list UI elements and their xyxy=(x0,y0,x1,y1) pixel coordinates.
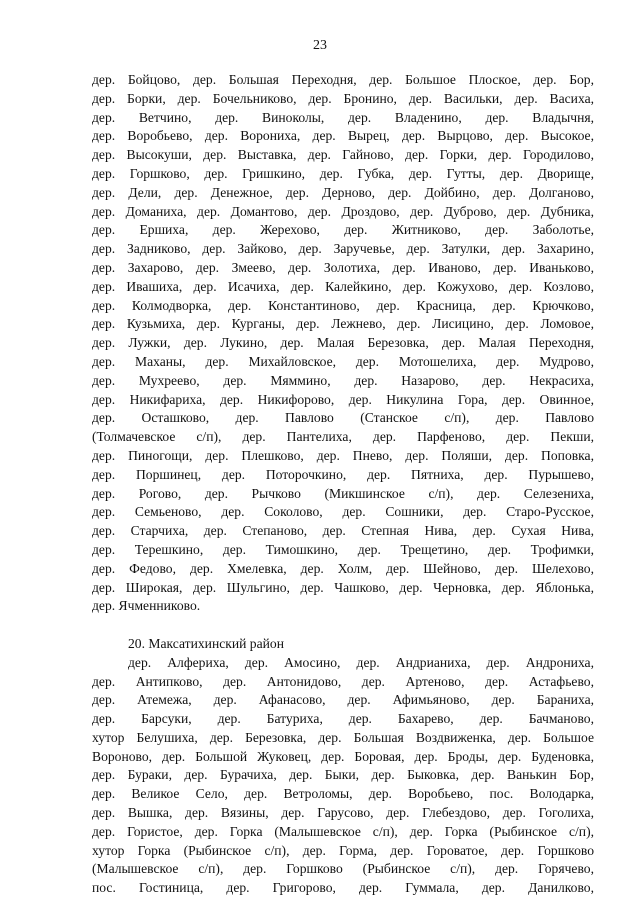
settlement-list-maksatikhinsky xyxy=(92,654,594,898)
text-line: дер. Захарово, дер. Змеево, дер. Золотиха, дер. Иваново, дер. Иваньково, xyxy=(92,259,594,275)
text-line: дер. Ветчино, дер. Виноколы, дер. Владенино, дер. Владычня, xyxy=(92,109,594,125)
text-line: дер. Вышка, дер. Вязины, дер. Гарусово, дер. Глебездово, дер. Гоголиха, xyxy=(92,805,594,821)
text-line: пос. Гостиница, дер. Григорово, дер. Гуммала, дер. Данилково, xyxy=(92,880,594,896)
text-line: дер. Ячменниково. xyxy=(92,598,201,614)
text-line: дер. Бойцово, дер. Большая Переходня, дер. Большое Плоское, дер. Бор, xyxy=(92,72,594,87)
text-line: дер. Мухреево, дер. Мяммино, дер. Назарово, дер. Некрасиха, xyxy=(92,372,594,388)
text-line: дер. Рогово, дер. Рычково (Микшинское с/п), дер. Селезениха, xyxy=(92,485,594,501)
paragraph-gap xyxy=(92,616,594,635)
text-line: Вороново, дер. Большой Жуковец, дер. Боровая, дер. Броды, дер. Буденовка, xyxy=(92,748,594,764)
section-heading: 20. Максатихинский район xyxy=(128,635,284,651)
text-line: дер. Кузьмиха, дер. Курганы, дер. Лежнево, дер. Лисицино, дер. Ломовое, xyxy=(92,316,594,332)
text-line: дер. Задниково, дер. Зайково, дер. Заручевье, дер. Затулки, дер. Захарино, xyxy=(92,241,594,257)
text-line: дер. Высокуши, дер. Выставка, дер. Гайново, дер. Горки, дер. Городилово, xyxy=(92,147,594,163)
document-body xyxy=(92,71,594,898)
text-line: дер. Доманиха, дер. Домантово, дер. Дроздово, дер. Дуброво, дер. Дубника, xyxy=(92,203,594,219)
text-line: дер. Атемежа, дер. Афанасово, дер. Афимьяново, дер. Бараниха, xyxy=(92,692,594,708)
text-line: дер. Колмодворка, дер. Константиново, дер. Красница, дер. Крючково, xyxy=(92,297,594,313)
text-line: дер. Гористое, дер. Горка (Малышевское с/п), дер. Горка (Рыбинское с/п), xyxy=(92,823,594,839)
text-line: дер. Семьеново, дер. Соколово, дер. Сошники, дер. Старо-Русское, xyxy=(92,504,594,520)
text-line: дер. Антипково, дер. Антонидово, дер. Артеново, дер. Астафьево, xyxy=(92,673,594,689)
text-line: дер. Поршинец, дер. Поторочкино, дер. Пятниха, дер. Пурышево, xyxy=(92,466,594,482)
settlement-list-previous-district xyxy=(92,71,594,616)
text-line: дер. Маханы, дер. Михайловское, дер. Мотошелиха, дер. Мудрово, xyxy=(92,353,594,369)
text-line: дер. Лужки, дер. Лукино, дер. Малая Березовка, дер. Малая Переходня, xyxy=(92,335,594,351)
text-line: дер. Никифариха, дер. Никифорово, дер. Никулина Гора, дер. Овинное, xyxy=(92,391,594,407)
text-line: дер. Бураки, дер. Бурачиха, дер. Быки, дер. Быковка, дер. Ванькин Бор, xyxy=(92,767,594,783)
text-line: дер. Ершиха, дер. Жерехово, дер. Житниково, дер. Заболотье, xyxy=(92,222,594,238)
text-line: дер. Горшково, дер. Гришкино, дер. Губка, дер. Гутты, дер. Дворище, xyxy=(92,165,594,181)
text-line: дер. Пиногощи, дер. Плешково, дер. Пнево, дер. Поляши, дер. Поповка, xyxy=(92,447,594,463)
text-line: дер. Дели, дер. Денежное, дер. Дерново, дер. Дойбино, дер. Долганово, xyxy=(92,184,594,200)
text-line: (Толмачевское с/п), дер. Пантелиха, дер. Парфеново, дер. Пекши, xyxy=(92,429,594,445)
text-line: дер. Старчиха, дер. Степаново, дер. Степная Нива, дер. Сухая Нива, xyxy=(92,523,594,539)
text-line: дер. Алфериха, дер. Амосино, дер. Андрианиха, дер. Андрониха, xyxy=(128,654,594,670)
text-line: хутор Белушиха, дер. Березовка, дер. Большая Воздвиженка, дер. Большое xyxy=(92,729,594,745)
text-line: дер. Терешкино, дер. Тимошкино, дер. Трещетино, дер. Трофимки, xyxy=(92,541,594,557)
text-line: дер. Борки, дер. Бочельниково, дер. Бронино, дер. Васильки, дер. Васиха, xyxy=(92,90,594,106)
page-number: 23 xyxy=(313,38,327,53)
text-line: дер. Федово, дер. Хмелевка, дер. Холм, дер. Шейново, дер. Шелехово, xyxy=(92,560,594,576)
text-line: хутор Горка (Рыбинское с/п), дер. Горма, дер. Гороватое, дер. Горшково xyxy=(92,842,594,858)
text-line: (Малышевское с/п), дер. Горшково (Рыбинское с/п), дер. Горячево, xyxy=(92,861,594,877)
text-line: дер. Ивашиха, дер. Исачиха, дер. Калейкино, дер. Кожухово, дер. Козлово, xyxy=(92,278,594,294)
text-line: дер. Широкая, дер. Шульгино, дер. Чашково, дер. Черновка, дер. Яблонька, xyxy=(92,579,594,595)
text-line: дер. Великое Село, дер. Ветроломы, дер. Воробьево, пос. Володарка, xyxy=(92,786,594,802)
text-line: дер. Воробьево, дер. Ворониха, дер. Вырец, дер. Вырцово, дер. Высокое, xyxy=(92,128,594,144)
text-line: дер. Осташково, дер. Павлово (Станское с/п), дер. Павлово xyxy=(92,410,594,426)
text-line: дер. Барсуки, дер. Батуриха, дер. Бахарево, дер. Бачманово, xyxy=(92,711,594,727)
